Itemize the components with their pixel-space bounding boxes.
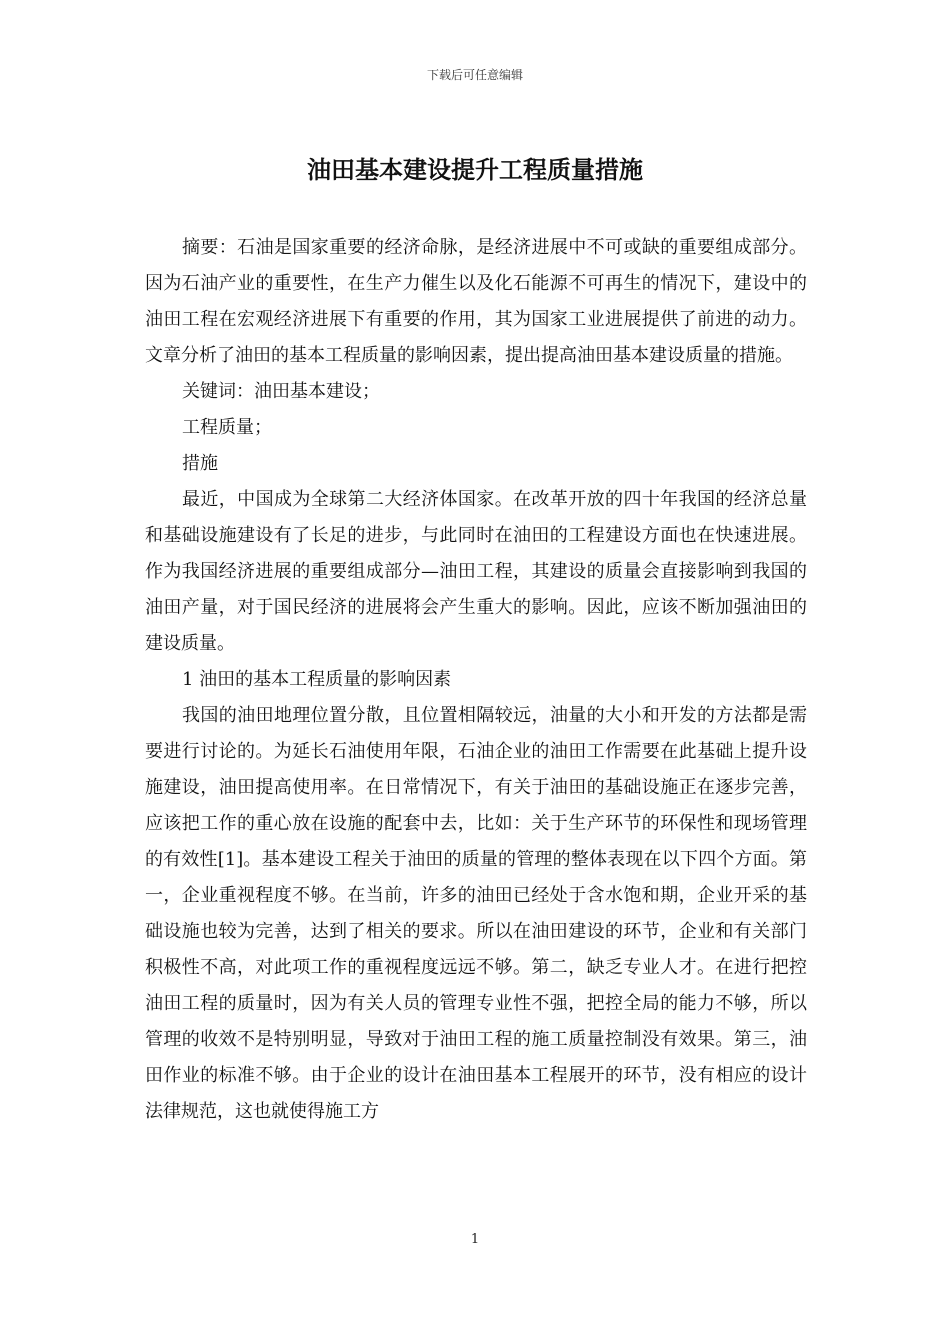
body-paragraph: 我国的油田地理位置分散，且位置相隔较远，油量的大小和开发的方法都是需要进行讨论的。为延长石油使用年限，石油企业的油田工作需要在此基础上提升设施建设，油田提高使用率。在日常情况下，有关于油田的基础设施正在逐步完善，应该把工作的重心放在设施的配套中去，比如：关于生产环节的环保性和现场管理的有效性[1]。基本建设工程关于油田的质量的管理的整体表现在以下四个方面。第一，企业重视程度不够。在当前，许多的油田已经处于含水饱和期，企业开采的基础设施也较为完善，达到了相关的要求。所以在油田建设的环节，企业和有关部门积极性不高，对此项工作的重视程度远远不够。第二，缺乏专业人才。在进行把控油田工程的质量时，因为有关人员的管理专业性不强，把控全局的能力不够，所以管理的收效不是特别明显，导致对于油田工程的施工质量控制没有效果。第三，油田作业的标准不够。由于企业的设计在油田基本工程展开的环节，没有相应的设计法律规范，这也就使得施工方 <box>145 705 807 1122</box>
document-body <box>145 230 807 1130</box>
section-heading: 1 油田的基本工程质量的影响因素 <box>182 669 452 690</box>
abstract-paragraph: 摘要：石油是国家重要的经济命脉，是经济进展中不可或缺的重要组成部分。因为石油产业的重要性，在生产力催生以及化石能源不可再生的情况下，建设中的油田工程在宏观经济进展下有重要的作用，其为国家工业进展提供了前进的动力。文章分析了油田的基本工程质量的影响因素，提出提高油田基本建设质量的措施。 <box>145 237 807 366</box>
page-number: 1 <box>470 1232 480 1247</box>
keyword-item: 工程质量； <box>182 417 272 438</box>
document-title: 油田基本建设提升工程质量措施 <box>307 156 643 184</box>
keywords-line: 关键词：油田基本建设； <box>182 381 380 402</box>
intro-paragraph: 最近，中国成为全球第二大经济体国家。在改革开放的四十年我国的经济总量和基础设施建设有了长足的进步，与此同时在油田的工程建设方面也在快速进展。作为我国经济进展的重要组成部分—油田工程，其建设的质量会直接影响到我国的油田产量，对于国民经济的进展将会产生重大的影响。因此，应该不断加强油田的建设质量。 <box>145 489 807 654</box>
page-header-note: 下载后可任意编辑 <box>426 68 523 82</box>
keyword-item: 措施 <box>182 453 218 474</box>
